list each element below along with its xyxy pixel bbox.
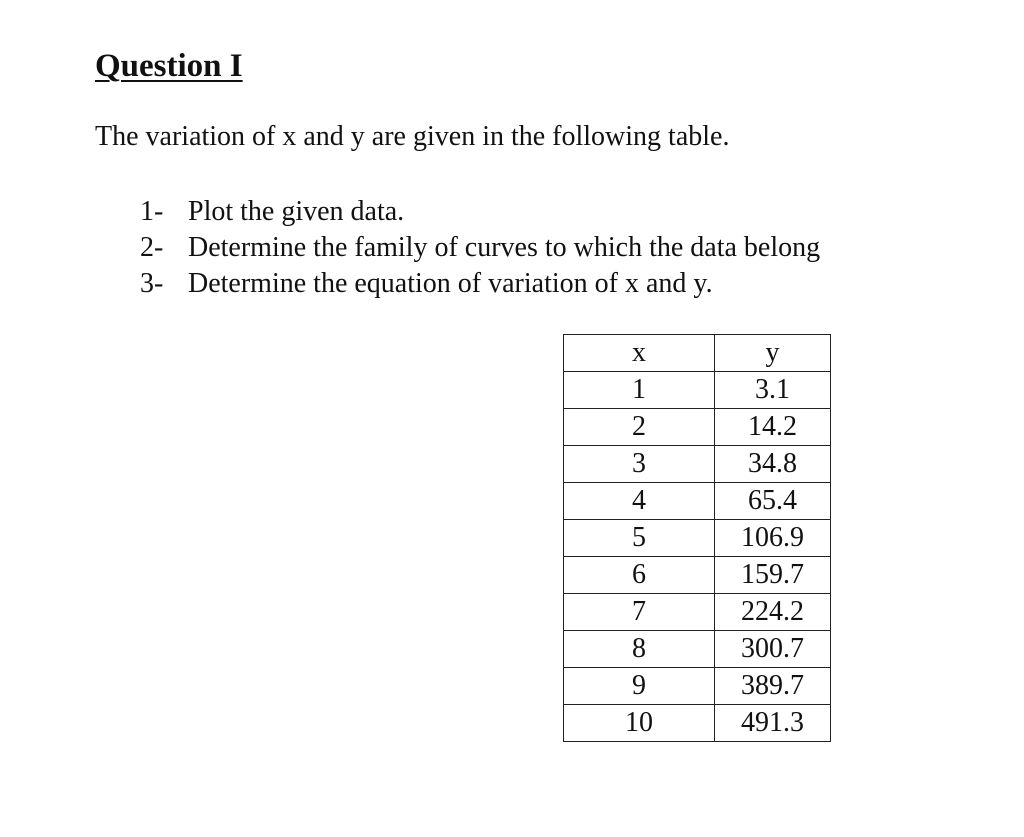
- cell-x: 10: [564, 705, 715, 742]
- cell-y: 65.4: [715, 483, 831, 520]
- table-row: [564, 483, 831, 520]
- cell-y: 14.2: [715, 409, 831, 446]
- data-table: [563, 334, 831, 742]
- cell-y: 159.7: [715, 557, 831, 594]
- task-item: [140, 266, 820, 302]
- cell-x: 2: [564, 409, 715, 446]
- table-row: [564, 631, 831, 668]
- cell-x: 9: [564, 668, 715, 705]
- intro-text: The variation of x and y are given in the following table.: [95, 121, 730, 152]
- cell-y: 3.1: [715, 372, 831, 409]
- task-text: Determine the family of curves to which the data belong: [188, 232, 821, 263]
- table-row: [564, 668, 831, 705]
- table-row: [564, 520, 831, 557]
- cell-x: 5: [564, 520, 715, 557]
- table-header-row: [564, 335, 831, 372]
- table-row: [564, 705, 831, 742]
- task-number: 2-: [140, 232, 164, 263]
- cell-x: 3: [564, 446, 715, 483]
- cell-x: 4: [564, 483, 715, 520]
- cell-x: 7: [564, 594, 715, 631]
- column-header-x: x: [564, 335, 715, 372]
- cell-x: 6: [564, 557, 715, 594]
- cell-y: 34.8: [715, 446, 831, 483]
- cell-x: 1: [564, 372, 715, 409]
- task-number: 1-: [140, 196, 164, 227]
- task-list: [140, 194, 820, 302]
- cell-y: 224.2: [715, 594, 831, 631]
- cell-x: 8: [564, 631, 715, 668]
- cell-y: 491.3: [715, 705, 831, 742]
- task-item: [140, 230, 820, 266]
- task-text: Plot the given data.: [188, 196, 405, 227]
- table-row: [564, 594, 831, 631]
- question-heading: Question I: [95, 48, 243, 84]
- cell-y: 389.7: [715, 668, 831, 705]
- task-item: [140, 194, 820, 230]
- cell-y: 106.9: [715, 520, 831, 557]
- table-row: [564, 557, 831, 594]
- table-row: [564, 372, 831, 409]
- task-text: Determine the equation of variation of x and y.: [188, 268, 713, 299]
- column-header-y: y: [715, 335, 831, 372]
- task-number: 3-: [140, 268, 164, 299]
- cell-y: 300.7: [715, 631, 831, 668]
- table-row: [564, 446, 831, 483]
- table-row: [564, 409, 831, 446]
